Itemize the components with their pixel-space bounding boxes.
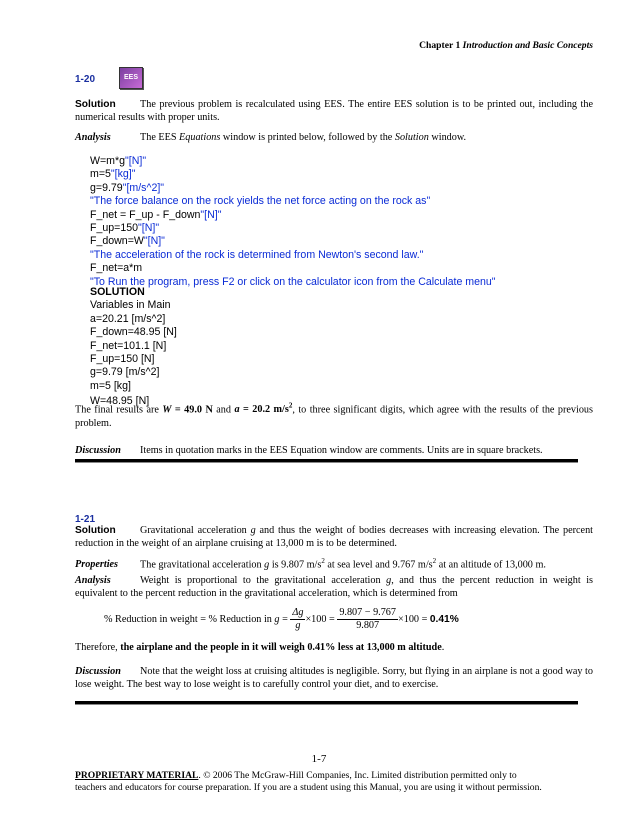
- ees-solution-window: [90, 286, 177, 409]
- chapter-prefix: Chapter 1: [419, 40, 461, 51]
- analysis-label: Analysis: [75, 575, 111, 586]
- equation-line: F_up=150"[N]": [90, 222, 160, 235]
- analysis-solution-word: Solution: [394, 132, 429, 143]
- equation-line: F_net = F_up - F_down"[N]": [90, 208, 222, 221]
- solution-label: Solution: [75, 99, 116, 110]
- properties-label: Properties: [75, 559, 119, 571]
- p2-solution: Solution Gravitational acceleration g and thus the weight of bodies decreases with increasing elevation. The percent reduction in the weight of an airplane cruising at 13,000 m is to be determined.: [75, 525, 593, 550]
- reduction-equation: % Reduction in weight = % Reduction in g = $\frac{\Delta g}{g}$ ×100 = $\frac{9.807 - 9.767}{9.807}$ ×100 = 0.41%: [104, 607, 459, 631]
- p1-discussion: [75, 444, 593, 457]
- p1-solution: [75, 98, 593, 125]
- discussion-label: Discussion: [75, 445, 121, 456]
- solution-line: F_up=150 [N]: [90, 353, 155, 366]
- equation-line: W=m*g"[N]": [90, 155, 147, 167]
- analysis-text: window.: [428, 132, 467, 143]
- equation-comment: "To Run the program, press F2 or click on the calculator icon from the Calculate menu": [90, 275, 496, 288]
- chapter-title: Introduction and Basic Concepts: [462, 40, 593, 51]
- equation-result: 0.41%: [429, 613, 459, 625]
- analysis-text: window is printed below, followed by the: [220, 132, 395, 143]
- equation-comment: "The acceleration of the rock is determined from Newton's second law.": [90, 248, 424, 261]
- p2-discussion: [75, 665, 593, 692]
- solution-line: a=20.21 [m/s^2]: [90, 312, 166, 325]
- variables-heading: Variables in Main: [90, 299, 171, 312]
- equation-line: F_down=W"[N]": [90, 235, 165, 248]
- section-divider: [75, 701, 578, 705]
- solution-line: F_net=101.1 [N]: [90, 339, 167, 352]
- discussion-text: Note that the weight loss at cruising altitudes is negligible. Sorry, but flying in an airplane is not a good way to lose weight. The best way to lose weight is to carefully control your diet, and to exercise.: [75, 666, 593, 691]
- proprietary-label: PROPRIETARY MATERIAL: [75, 770, 199, 781]
- equation-comment: "The force balance on the rock yields the net force acting on the rock as": [90, 195, 431, 208]
- problem-number-1-21: 1-21: [75, 514, 96, 525]
- p2-properties: Properties The gravitational acceleration g is 9.807 $m/s^2$ at sea level and 9.767 $m/s^2$ at an altitude of 13,000 m.: [75, 557, 546, 571]
- solution-line: W=48.95 [N]: [90, 395, 150, 408]
- equation-line: F_net=a*m: [90, 262, 143, 275]
- solution-text: The previous problem is recalculated using EES. The entire EES solution is to be printed out, including the numerical results with proper units.: [75, 99, 593, 124]
- analysis-text: The EES: [140, 132, 180, 143]
- discussion-label: Discussion: [75, 666, 121, 677]
- solution-heading: SOLUTION: [90, 286, 145, 298]
- fraction-delta-g: $\frac{\Delta g}{g}$: [292, 607, 304, 631]
- chapter-header: [419, 40, 593, 52]
- fraction-values: $\frac{9.807 - 9.767}{9.807}$: [339, 607, 396, 631]
- equation-line: g=9.79"[m/s^2]": [90, 181, 165, 194]
- solution-label: Solution: [75, 525, 116, 536]
- problem-number-1-20: 1-20: [75, 74, 96, 85]
- discussion-text: Items in quotation marks in the EES Equation window are comments. Units are in square brackets.: [140, 445, 543, 456]
- section-divider: [75, 459, 578, 463]
- analysis-equations-word: Equations: [179, 132, 221, 143]
- solution-line: m=5 [kg]: [90, 379, 131, 392]
- p2-analysis: Analysis Weight is proportional to the gravitational acceleration g, and thus the percent reduction in weight is equivalent to the percent reduction in the gravitational acceleration, which is determined from: [75, 575, 593, 600]
- p1-analysis: [75, 131, 593, 144]
- equation-line: m=5"[kg]": [90, 168, 136, 181]
- page-number: 1-7: [311, 753, 327, 765]
- p2-therefore: Therefore, the airplane and the people in it will weigh 0.41% less at 13,000 m altitude.: [75, 642, 445, 653]
- ees-equations-window: [90, 155, 496, 289]
- p1-final-results: The final results are W = 49.0 N and a = 20.2 $m/s^2$, to three significant digits, which agree with the results of the previous problem.: [75, 402, 593, 429]
- footer-copyright: PROPRIETARY MATERIAL. © 2006 The McGraw-Hill Companies, Inc. Limited distribution permitted only to teachers and educators for course preparation. If you are a student using this Manual, you are using it without permission.: [75, 770, 542, 794]
- solution-line: g=9.79 [m/s^2]: [90, 366, 160, 379]
- ees-icon: EES: [119, 67, 143, 89]
- solution-line: F_down=48.95 [N]: [90, 326, 177, 339]
- analysis-label: Analysis: [75, 132, 111, 143]
